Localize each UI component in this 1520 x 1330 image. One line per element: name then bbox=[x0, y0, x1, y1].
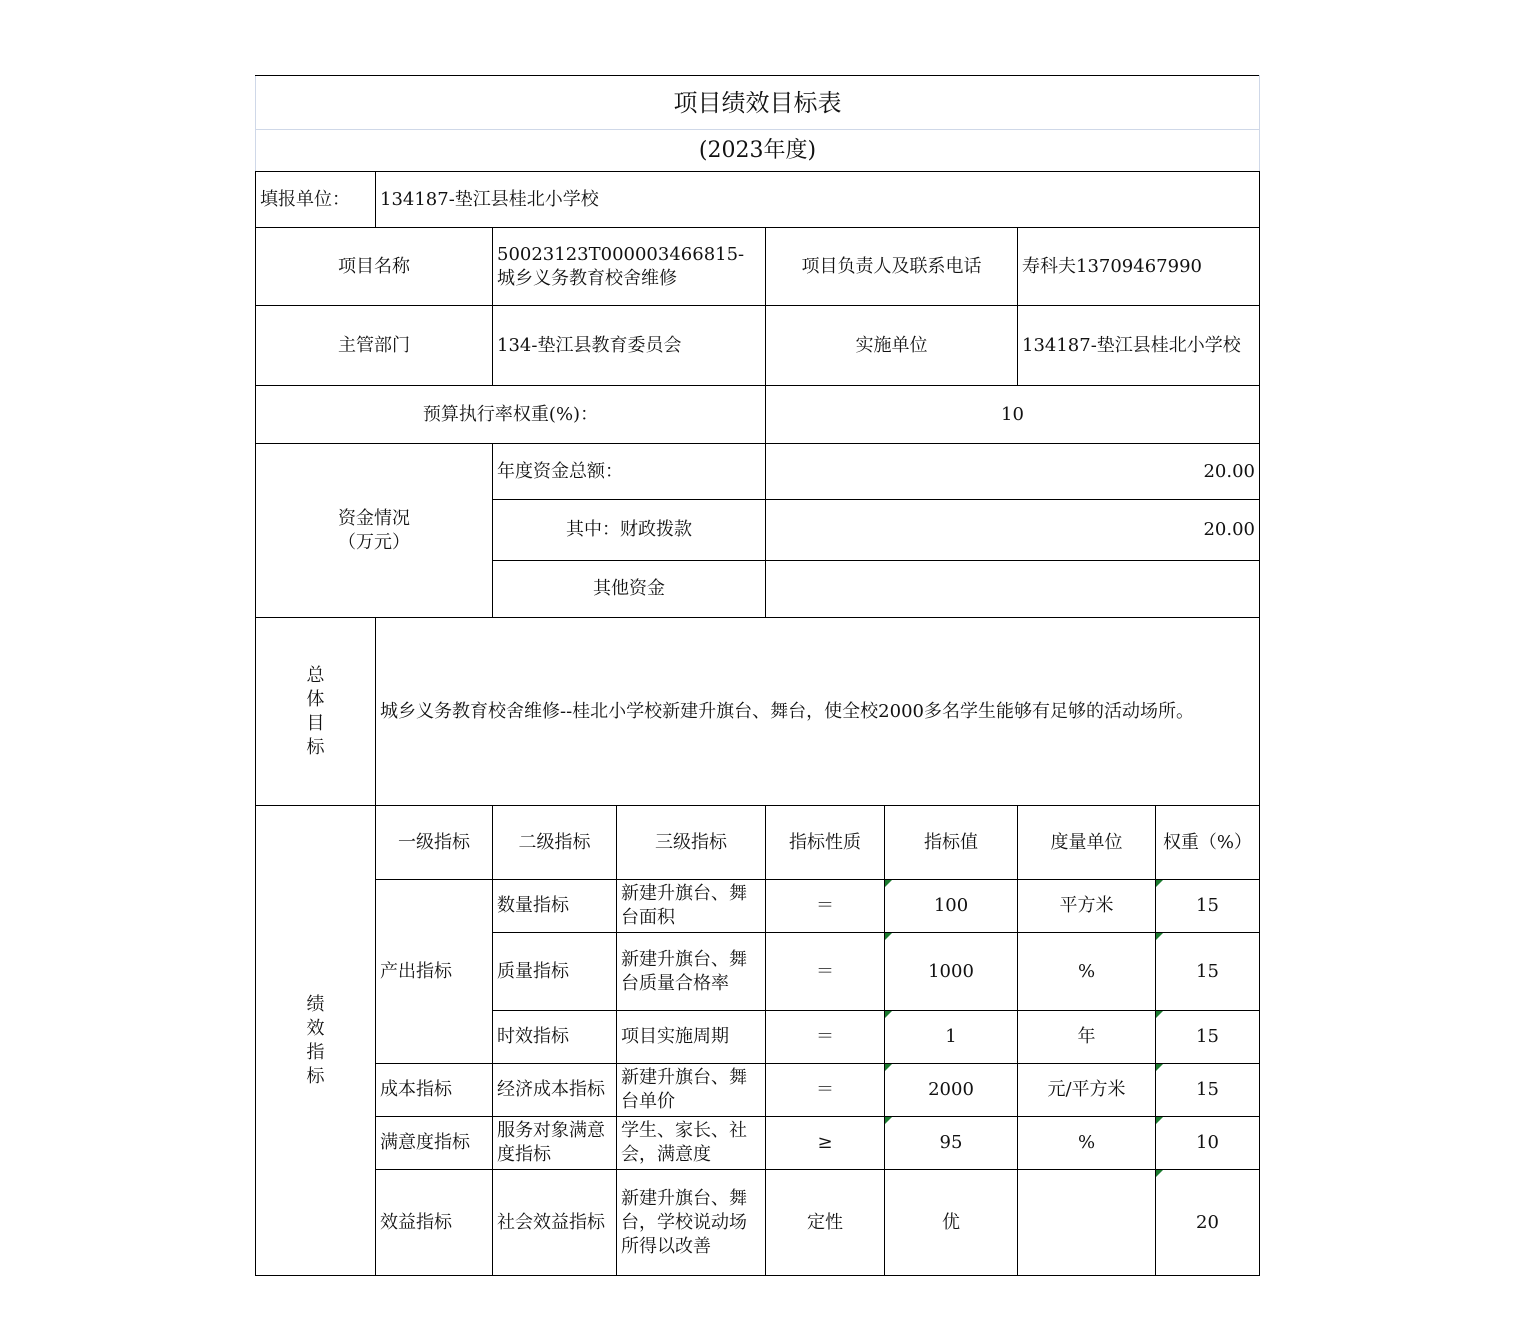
year-subtitle: (2023年度) bbox=[256, 130, 1260, 172]
row-l2: 服务对象满意度指标 bbox=[493, 1117, 617, 1170]
row-nature: ＝ bbox=[766, 933, 885, 1011]
row-nature: 定性 bbox=[766, 1170, 885, 1276]
funds-label-line1: 资金情况 bbox=[338, 507, 410, 529]
row-l2: 质量指标 bbox=[493, 933, 617, 1011]
row-unit: % bbox=[1018, 1117, 1156, 1170]
indicators-label-char: 效 bbox=[306, 1017, 325, 1039]
row-l1: 产出指标 bbox=[376, 880, 493, 1064]
row-weight: 15 bbox=[1156, 1064, 1260, 1117]
row-value: 95 bbox=[885, 1117, 1018, 1170]
header-unit: 度量单位 bbox=[1018, 806, 1156, 880]
row-nature: ＝ bbox=[766, 1064, 885, 1117]
goal-label-char: 体 bbox=[306, 688, 325, 710]
row-value: 2000 bbox=[885, 1064, 1018, 1117]
row-l1: 满意度指标 bbox=[376, 1117, 493, 1170]
row-l2: 数量指标 bbox=[493, 880, 617, 933]
impl-label: 实施单位 bbox=[766, 306, 1018, 386]
row-weight: 15 bbox=[1156, 880, 1260, 933]
row-l3: 学生、家长、社会，满意度 bbox=[617, 1117, 766, 1170]
row-l3: 新建升旗台、舞台单价 bbox=[617, 1064, 766, 1117]
table-row bbox=[256, 880, 1260, 933]
header-l2: 二级指标 bbox=[493, 806, 617, 880]
row-nature: ＝ bbox=[766, 1011, 885, 1064]
manager-label: 项目负责人及联系电话 bbox=[766, 228, 1018, 306]
row-nature: ≥ bbox=[766, 1117, 885, 1170]
goal-label-char: 目 bbox=[306, 712, 325, 734]
row-unit bbox=[1018, 1170, 1156, 1276]
indicators-label bbox=[256, 806, 376, 1276]
goal-label bbox=[256, 618, 376, 806]
row-weight: 15 bbox=[1156, 933, 1260, 1011]
row-value: 1 bbox=[885, 1011, 1018, 1064]
page-title: 项目绩效目标表 bbox=[256, 76, 1260, 130]
row-l3: 项目实施周期 bbox=[617, 1011, 766, 1064]
funds-fiscal-label: 其中：财政拨款 bbox=[493, 500, 766, 561]
funds-other-value bbox=[766, 561, 1260, 618]
row-l2: 时效指标 bbox=[493, 1011, 617, 1064]
indicators-label-char: 指 bbox=[306, 1041, 325, 1063]
manager-value: 寿科夫13709467990 bbox=[1018, 228, 1260, 306]
row-l2: 经济成本指标 bbox=[493, 1064, 617, 1117]
funds-other-label: 其他资金 bbox=[493, 561, 766, 618]
row-nature: ＝ bbox=[766, 880, 885, 933]
project-name-label: 项目名称 bbox=[256, 228, 493, 306]
impl-value: 134187-垫江县桂北小学校 bbox=[1018, 306, 1260, 386]
header-l3: 三级指标 bbox=[617, 806, 766, 880]
row-unit: 平方米 bbox=[1018, 880, 1156, 933]
row-l1: 效益指标 bbox=[376, 1170, 493, 1276]
header-value: 指标值 bbox=[885, 806, 1018, 880]
funds-label-line2: （万元） bbox=[338, 531, 410, 553]
unit-label: 填报单位： bbox=[256, 172, 376, 228]
funds-total-value: 20.00 bbox=[766, 444, 1260, 500]
row-unit: 年 bbox=[1018, 1011, 1156, 1064]
row-unit: 元/平方米 bbox=[1018, 1064, 1156, 1117]
performance-target-sheet bbox=[255, 75, 1259, 1276]
table-row bbox=[256, 1170, 1260, 1276]
indicators-label-char: 标 bbox=[306, 1065, 325, 1087]
row-weight: 15 bbox=[1156, 1011, 1260, 1064]
budget-weight-value: 10 bbox=[766, 386, 1260, 444]
row-l3: 新建升旗台、舞台，学校说动场所得以改善 bbox=[617, 1170, 766, 1276]
goal-label-char: 标 bbox=[306, 736, 325, 758]
indicators-label-char: 绩 bbox=[306, 993, 325, 1015]
row-l1: 成本指标 bbox=[376, 1064, 493, 1117]
row-weight: 20 bbox=[1156, 1170, 1260, 1276]
performance-table bbox=[255, 75, 1260, 1276]
funds-total-label: 年度资金总额： bbox=[493, 444, 766, 500]
row-l2: 社会效益指标 bbox=[493, 1170, 617, 1276]
table-row bbox=[256, 1064, 1260, 1117]
header-l1: 一级指标 bbox=[376, 806, 493, 880]
row-l3: 新建升旗台、舞台质量合格率 bbox=[617, 933, 766, 1011]
budget-weight-label: 预算执行率权重(%)： bbox=[256, 386, 766, 444]
row-value: 100 bbox=[885, 880, 1018, 933]
dept-label: 主管部门 bbox=[256, 306, 493, 386]
row-l3: 新建升旗台、舞台面积 bbox=[617, 880, 766, 933]
dept-value: 134-垫江县教育委员会 bbox=[493, 306, 766, 386]
unit-value: 134187-垫江县桂北小学校 bbox=[376, 172, 1260, 228]
goal-text: 城乡义务教育校舍维修--桂北小学校新建升旗台、舞台，使全校2000多名学生能够有足够的活动场所。 bbox=[376, 618, 1260, 806]
header-nature: 指标性质 bbox=[766, 806, 885, 880]
goal-label-char: 总 bbox=[306, 664, 325, 686]
row-value: 优 bbox=[885, 1170, 1018, 1276]
project-name-value: 50023123T000003466815-城乡义务教育校舍维修 bbox=[493, 228, 766, 306]
header-weight: 权重（%） bbox=[1156, 806, 1260, 880]
row-unit: % bbox=[1018, 933, 1156, 1011]
row-weight: 10 bbox=[1156, 1117, 1260, 1170]
table-row bbox=[256, 1117, 1260, 1170]
funds-label bbox=[256, 444, 493, 618]
row-value: 1000 bbox=[885, 933, 1018, 1011]
funds-fiscal-value: 20.00 bbox=[766, 500, 1260, 561]
